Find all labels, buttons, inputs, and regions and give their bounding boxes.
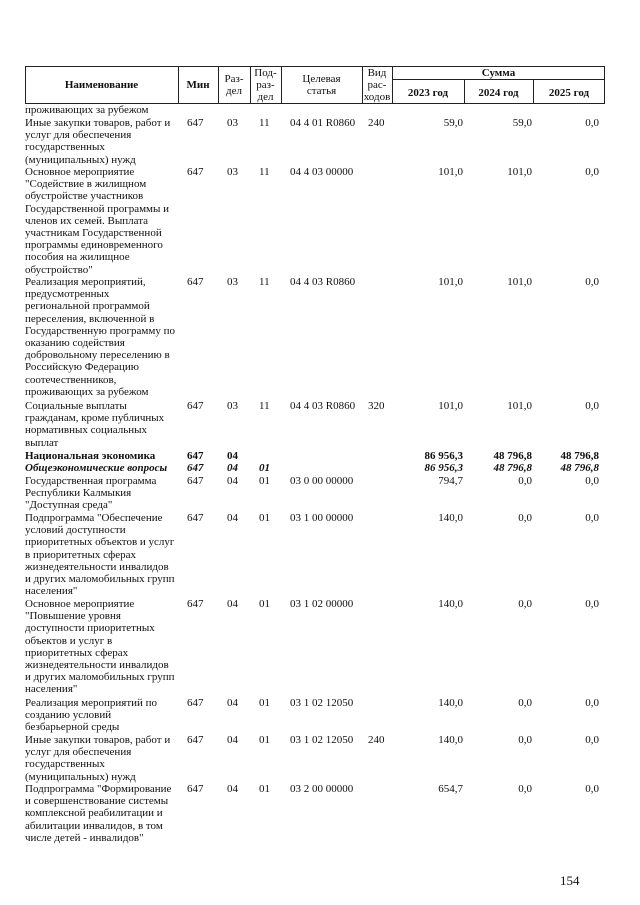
- header-year-2023: 2023 год: [407, 87, 449, 99]
- cell-raz: 04: [227, 462, 238, 474]
- row-name-line: Общеэкономические вопросы: [25, 462, 168, 474]
- header-name: Наименование: [64, 79, 139, 91]
- header-podrazdel: Под- раз- дел: [254, 67, 277, 103]
- cell-raz: 04: [227, 475, 238, 487]
- cell-praz: 11: [259, 400, 270, 412]
- row-name-line: числе детей - инвалидов": [25, 831, 144, 844]
- row-name-line: "Доступная среда": [25, 499, 113, 512]
- cell-s3: 0,0: [585, 475, 599, 487]
- row-name: [25, 400, 178, 449]
- row-name-line: обустройстве участников: [25, 190, 144, 203]
- cell-min: 647: [187, 734, 204, 746]
- cell-s2: 0,0: [518, 598, 532, 610]
- row-name-line: Государственной программы и: [25, 202, 170, 215]
- cell-cel: 04 4 03 R0860: [290, 276, 356, 288]
- row-name-line: объектов и услуг в: [25, 634, 113, 647]
- cell-praz: 11: [259, 166, 270, 178]
- header-vid: Вид рас- ходов: [363, 67, 391, 103]
- row-name-line: проживающих за рубежом: [25, 104, 149, 116]
- row-name: [25, 462, 178, 474]
- row-name-line: государственных: [25, 758, 105, 771]
- page-number: 154: [560, 873, 580, 888]
- row-name-line: Подпрограмма "Формирование: [25, 783, 172, 795]
- cell-s3: 0,0: [585, 166, 599, 178]
- row-name-line: Социальные выплаты: [25, 400, 127, 412]
- row-name: [25, 475, 178, 512]
- cell-s1: 101,0: [438, 400, 463, 412]
- cell-min: 647: [187, 450, 204, 462]
- cell-s2: 0,0: [518, 512, 532, 524]
- row-name-line: программы единовременного: [25, 239, 163, 252]
- cell-s2: 101,0: [507, 166, 532, 178]
- row-name-line: Реализация мероприятий,: [25, 276, 146, 288]
- cell-s2: 101,0: [507, 400, 532, 412]
- row-name-line: Иные закупки товаров, работ и: [25, 117, 171, 129]
- row-name-line: условий доступности: [25, 524, 126, 537]
- cell-s2: 0,0: [518, 475, 532, 487]
- row-name: [25, 117, 178, 166]
- cell-min: 647: [187, 512, 204, 524]
- cell-s3: 0,0: [585, 512, 599, 524]
- row-name-line: Республики Калмыкия: [25, 487, 132, 500]
- cell-s1: 654,7: [438, 783, 463, 795]
- row-name-line: нормативных социальных: [25, 424, 148, 437]
- cell-s3: 48 796,8: [560, 462, 599, 474]
- row-name-line: добровольному переселению в: [25, 349, 170, 362]
- cell-s1: 140,0: [438, 598, 463, 610]
- row-name-line: "Содействие в жилищном: [25, 178, 147, 191]
- row-name-line: Национальная экономика: [25, 450, 156, 462]
- row-name-line: Реализация мероприятий по: [25, 697, 158, 709]
- row-name-line: обустройство": [25, 263, 93, 276]
- row-name: [25, 276, 178, 398]
- cell-raz: 03: [227, 117, 238, 129]
- row-name-line: членов их семей. Выплата: [25, 214, 149, 227]
- cell-min: 647: [187, 598, 204, 610]
- cell-praz: 01: [259, 598, 270, 610]
- cell-praz: 01: [259, 462, 270, 474]
- cell-cel: 04 4 01 R0860: [290, 117, 356, 129]
- row-name-line: (муниципальных) нужд: [25, 770, 136, 783]
- row-name-line: в приоритетных сферах: [25, 548, 137, 561]
- cell-praz: 01: [259, 475, 270, 487]
- row-name: [25, 783, 178, 844]
- cell-s2: 0,0: [518, 697, 532, 709]
- cell-praz: 01: [259, 512, 270, 524]
- row-name-line: соотечественников,: [25, 373, 117, 386]
- row-name-line: доступности приоритетных: [25, 622, 155, 635]
- cell-s2: 101,0: [507, 276, 532, 288]
- cell-s2: 48 796,8: [493, 462, 532, 474]
- cell-vid: 240: [368, 734, 385, 746]
- cell-raz: 04: [227, 450, 238, 462]
- row-name-line: Государственную программу по: [25, 324, 175, 337]
- row-name-line: "Повышение уровня: [25, 610, 121, 623]
- cell-raz: 03: [227, 166, 238, 178]
- cell-raz: 04: [227, 598, 238, 610]
- row-name-line: Основное мероприятие: [25, 166, 135, 178]
- row-name-line: безбарьерной среды: [25, 721, 120, 734]
- cell-min: 647: [187, 783, 204, 795]
- cell-s3: 0,0: [585, 598, 599, 610]
- cell-praz: 11: [259, 117, 270, 129]
- row-name-line: Иные закупки товаров, работ и: [25, 734, 171, 746]
- row-name: [25, 104, 178, 116]
- cell-s2: 59,0: [512, 117, 532, 129]
- row-name-line: Российскую Федерацию: [25, 361, 139, 374]
- cell-cel: 03 1 02 12050: [290, 734, 354, 746]
- row-name-line: государственных: [25, 141, 105, 154]
- cell-praz: 11: [259, 276, 270, 288]
- cell-min: 647: [187, 697, 204, 709]
- row-name-line: и других маломобильных групп: [25, 573, 175, 586]
- cell-s3: 0,0: [585, 697, 599, 709]
- cell-s3: 0,0: [585, 783, 599, 795]
- row-name-line: участникам Государственной: [25, 227, 162, 240]
- cell-cel: 04 4 03 00000: [290, 166, 354, 178]
- header-target: Целевая статья: [302, 73, 341, 97]
- row-name-line: и совершенствование системы: [25, 795, 169, 808]
- cell-vid: 320: [368, 400, 385, 412]
- cell-s2: 0,0: [518, 734, 532, 746]
- header-year-2024: 2024 год: [478, 87, 519, 99]
- row-name-line: переселения, включенной в: [25, 312, 155, 325]
- cell-praz: 01: [259, 783, 270, 795]
- cell-praz: 01: [259, 734, 270, 746]
- cell-min: 647: [187, 166, 204, 178]
- cell-s1: 794,7: [438, 475, 463, 487]
- row-name: [25, 450, 178, 462]
- header-year-2025: 2025 год: [548, 87, 590, 99]
- row-name-line: выплат: [25, 436, 59, 449]
- cell-s3: 0,0: [585, 400, 599, 412]
- cell-s2: 0,0: [518, 783, 532, 795]
- row-name: [25, 697, 178, 734]
- row-name-line: созданию условий: [25, 709, 112, 722]
- header-sum: Сумма: [481, 67, 516, 79]
- cell-vid: 240: [368, 117, 385, 129]
- cell-s3: 0,0: [585, 276, 599, 288]
- row-name-line: комплексной реабилитации и: [25, 807, 163, 820]
- table-header: [25, 66, 605, 104]
- row-name-line: приоритетных объектов и услуг: [25, 536, 175, 549]
- row-name-line: Основное мероприятие: [25, 598, 135, 610]
- cell-s3: 0,0: [585, 734, 599, 746]
- row-name-line: проживающих за рубежом: [25, 385, 149, 398]
- cell-s3: 48 796,8: [560, 450, 599, 462]
- cell-min: 647: [187, 276, 204, 288]
- row-name-line: предусмотренных: [25, 288, 110, 301]
- cell-s1: 59,0: [443, 117, 463, 129]
- row-name-line: приоритетных сферах: [25, 646, 129, 659]
- row-name-line: абилитации инвалидов, в том: [25, 819, 163, 832]
- cell-s3: 0,0: [585, 117, 599, 129]
- cell-raz: 04: [227, 783, 238, 795]
- row-name: [25, 166, 178, 276]
- cell-raz: 04: [227, 734, 238, 746]
- cell-cel: 03 2 00 00000: [290, 783, 354, 795]
- row-name-line: Государственная программа: [25, 475, 157, 487]
- header-razdel: Раз- дел: [224, 73, 244, 97]
- cell-cel: 03 1 00 00000: [290, 512, 354, 524]
- row-name-line: региональной программой: [25, 300, 150, 313]
- row-name-line: жизнедеятельности инвалидов: [25, 659, 169, 672]
- row-name-line: услуг для обеспечения: [25, 129, 132, 142]
- cell-praz: 01: [259, 697, 270, 709]
- row-name-line: оказанию содействия: [25, 337, 125, 350]
- cell-raz: 04: [227, 697, 238, 709]
- cell-s1: 86 956,3: [424, 450, 463, 462]
- row-name-line: Подпрограмма "Обеспечение: [25, 512, 163, 524]
- cell-cel: 03 1 02 00000: [290, 598, 354, 610]
- cell-s1: 101,0: [438, 276, 463, 288]
- row-name-line: услуг для обеспечения: [25, 746, 132, 759]
- row-name-line: и других маломобильных групп: [25, 671, 175, 684]
- cell-s1: 101,0: [438, 166, 463, 178]
- cell-min: 647: [187, 117, 204, 129]
- header-min: Мин: [186, 79, 210, 91]
- cell-s1: 140,0: [438, 512, 463, 524]
- cell-min: 647: [187, 462, 204, 474]
- row-name-line: пособия на жилищное: [25, 251, 130, 264]
- cell-raz: 03: [227, 400, 238, 412]
- cell-cel: 04 4 03 R0860: [290, 400, 356, 412]
- cell-s1: 140,0: [438, 697, 463, 709]
- cell-cel: 03 1 02 12050: [290, 697, 354, 709]
- row-name-line: (муниципальных) нужд: [25, 153, 136, 166]
- row-name: [25, 512, 178, 597]
- cell-s2: 48 796,8: [493, 450, 532, 462]
- cell-cel: 03 0 00 00000: [290, 475, 354, 487]
- row-name: [25, 598, 178, 696]
- row-name-line: жизнедеятельности инвалидов: [25, 560, 169, 573]
- cell-s1: 140,0: [438, 734, 463, 746]
- cell-raz: 04: [227, 512, 238, 524]
- cell-s1: 86 956,3: [424, 462, 463, 474]
- cell-min: 647: [187, 475, 204, 487]
- row-name-line: гражданам, кроме публичных: [25, 412, 165, 425]
- row-name-line: населения": [25, 585, 78, 598]
- cell-raz: 03: [227, 276, 238, 288]
- row-name-line: населения": [25, 683, 78, 696]
- cell-min: 647: [187, 400, 204, 412]
- row-name: [25, 734, 178, 783]
